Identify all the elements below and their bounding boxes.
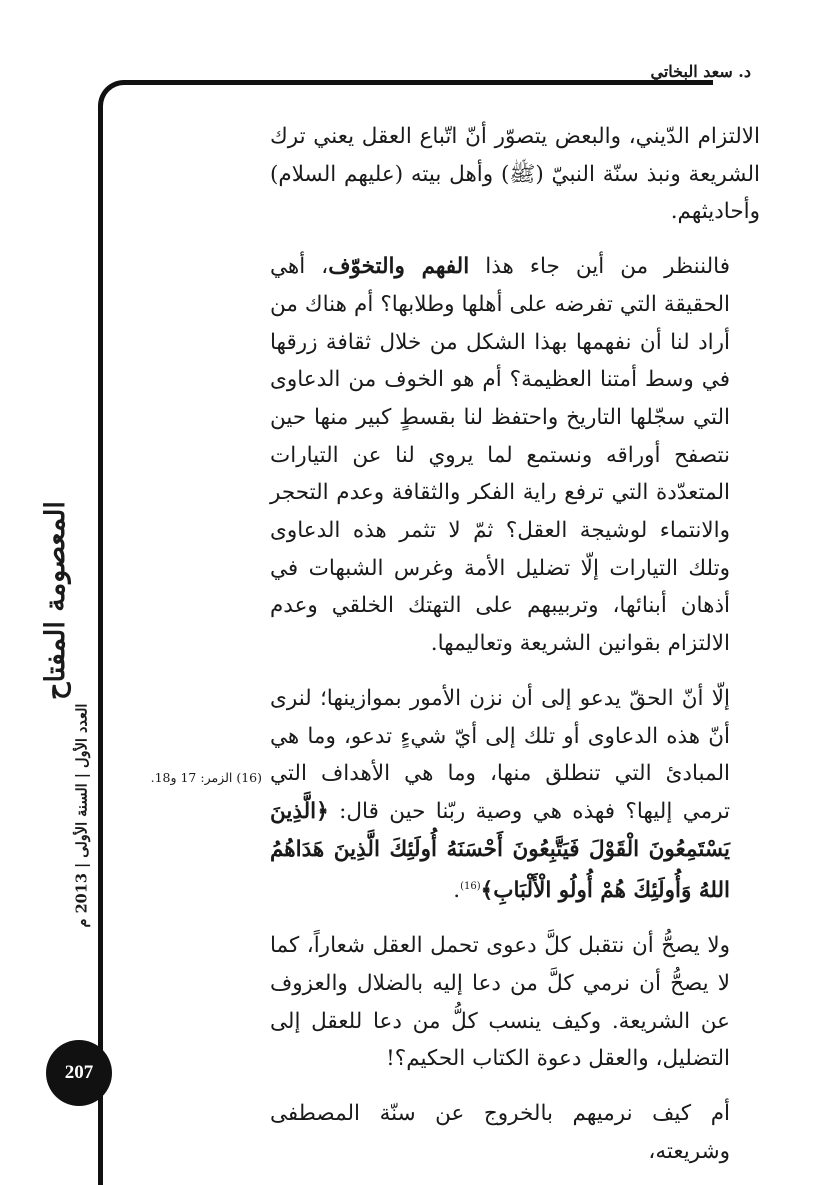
paragraph [270, 1095, 760, 1170]
body-text [270, 118, 760, 1170]
paragraph [270, 118, 760, 231]
footnote: (16) الزمر: 17 و18. [150, 770, 262, 785]
issue-info-wrapper [62, 690, 102, 940]
footnote-ref: (16) [460, 881, 481, 893]
emphasized-text: الفهم والتخوّف [328, 254, 470, 280]
text-segment: الالتزام الدّيني، والبعض يتصوّر أنّ اتّباع العقل يعني ترك الشريعة ونبذ سنّة النبيّ (ﷺ) وأهل بيته (عليهم السلام) وأحاديثهم. [270, 124, 760, 225]
author-name: د. سعد البخاتي [650, 62, 751, 81]
journal-logo [25, 500, 85, 700]
paragraph [270, 248, 760, 663]
issue-info: العدد الأول | السنة الأولى | 2013 م [73, 703, 91, 927]
journal-title: المعصومة المفتاح [39, 500, 71, 700]
paragraph [270, 680, 760, 910]
paragraph [270, 927, 760, 1078]
page-number-badge: 207 [46, 1040, 112, 1106]
emphasized-text: ﴿الَّذِينَ يَسْتَمِعُونَ الْقَوْلَ فَيَتَّبِعُونَ أَحْسَنَهُ أُولَئِكَ الَّذِينَ هَدَاهُمُ اللهُ وَأُولَئِكَ هُمْ أُولُو الْأَلْبَابِ﴾ [270, 798, 730, 904]
text-segment: . [453, 878, 461, 904]
text-segment: ولا يصحُّ أن نتقبل كلَّ دعوى تحمل العقل شعاراً، كما لا يصحُّ أن نرمي كلَّ من دعا إليه بالضلال والعزوف عن الشريعة. وكيف ينسب كلُّ من دعا للعقل إلى التضليل، والعقل دعوة الكتاب الحكيم؟! [270, 933, 730, 1072]
text-segment: إلّا أنّ الحقّ يدعو إلى أن نزن الأمور بموازينها؛ لنرى أنّ هذه الدعاوى أو تلك إلى أيّ شيءٍ تدعو، وما هي المبادئ التي تنطلق منها، وما هي الأهداف التي ترمي إليها؟ فهذه هي وصية ربّنا حين قال: [270, 685, 730, 824]
text-segment: فالننظر من أين جاء هذا [469, 254, 730, 280]
text-segment: أم كيف نرميهم بالخروج عن سنّة المصطفى وشريعته، [270, 1101, 730, 1164]
text-segment: ، أهي الحقيقة التي تفرضه على أهلها وطلابها؟ أم هناك من أراد لنا أن نفهمها بهذا الشكل من خلال ثقافة زرقها في وسط أمتنا العظيمة؟ أم هو الخوف من الدعاوى التي سجّلها التاريخ واحتفظ لنا بقسطٍ كبير منها حين نتصفح أوراقه ونستمع لما يروي لنا عن التيارات المتعدّدة التي ترفع راية الفكر والثقافة وعدم التحجر والانتماء لوشيجة العقل؟ ثمّ لا تثمر هذه الدعاوى وتلك التيارات إلّا تضليل الأمة وغرس الشبهات في أذهان أبنائها، وتربيبهم على التهتك الخلقي وعدم الالتزام بقوانين الشريعة وتعاليمها. [270, 254, 730, 657]
